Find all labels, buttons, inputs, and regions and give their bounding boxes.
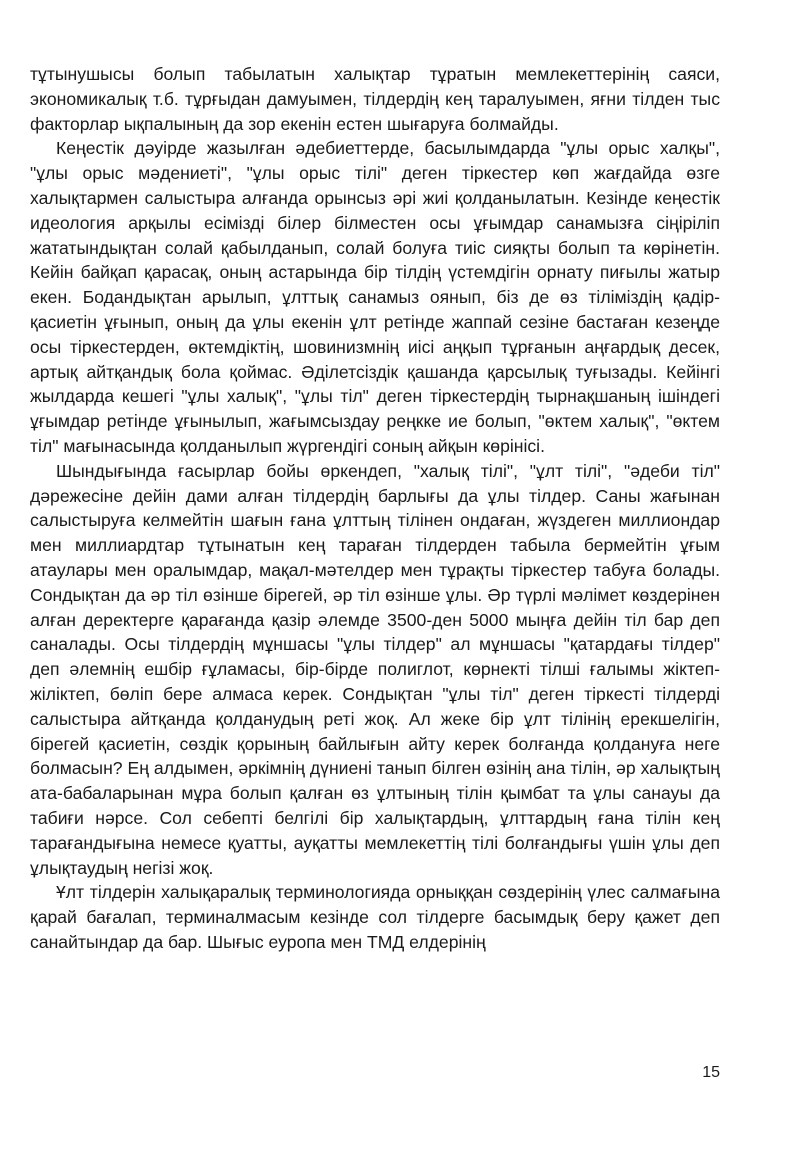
document-body [30, 62, 720, 955]
paragraph-2: Кеңестік дәуірде жазылған әдебиеттерде, басылымдарда "ұлы орыс халқы", "ұлы орыс мәдениеті", "ұлы орыс тілі" деген тіркестер көп жағдайда өзге халықтармен салыстыра алғанда орынсыз әрі жиі қолданылатын. Кезінде кеңестік идеология арқылы есімізді білер білместен осы ұғымдар санамызға сіңіріліп жататындықтан солай қабылданып, солай болуға тиіс сияқты болып та көрінетін. Кейін байқап қарасақ, оның астарында бір тілдің үстемдігін орнату пиғылы жатыр екен. Бодандықтан арылып, ұлттық санамыз оянып, біз де өз тіліміздің қадір-қасиетін ұғынып, оның да ұлы екенін ұлт ретінде жаппай сезіне бастаған кезеңде осы тіркестерден, өктемдіктің, шовинизмнің иісі аңқып тұрғанын аңғардық десек, артық айтқандық бола қоймас. Әділетсіздік қашанда қарсылық туғызады. Кейінгі жылдарда кешегі "ұлы халық", "ұлы тіл" деген тіркестердің тырнақшаның ішіндегі ұғымдар ретінде ұғынылып, жағымсыздау реңкке ие болып, "өктем халық", "өктем тіл" мағынасында қолданылып жүргендігі соның айқын көрінісі. [30, 138, 720, 456]
page-number: 15 [702, 1064, 720, 1081]
paragraph-3: Шындығында ғасырлар бойы өркендеп, "халық тілі", "ұлт тілі", "әдеби тіл" дәрежесіне дейін дами алған тілдердің барлығы да ұлы тілдер. Саны жағынан салыстыруға келмейтін шағын ғана ұлттың тілінен ондаған, жүздеген миллиондар мен миллиардтар тұтынатын кең тараған тілдерден табыла бермейтін ұғым атаулары мен оралымдар, мақал-мәтелдер мен тұрақты тіркестер табуға болады. Сондықтан да әр тіл өзінше бірегей, әр тіл өзінше ұлы. Әр түрлі мәлімет көздерінен алған деректерге қарағанда қазір әлемде 3500-ден 5000 мыңға дейін тіл бар деп саналады. Осы тілдердің мұншасы "ұлы тілдер" ал мұншасы "қатардағы тілдер" деп әлемнің ешбір ғұламасы, бір-бірде полиглот, көрнекті тілші ғалымы жіктеп-жіліктеп, бөліп бере алмаса керек. Сондықтан "ұлы тіл" деген тіркесті тілдерді салыстыра айтқанда қолданудың реті жоқ. Ал жеке бір ұлт тілінің ерекшелігін, бірегей қасиетін, сөздік қорының байлығын айту керек болғанда қолдануға неге болмасын? Ең алдымен, әркімнің дүниені танып білген өзінің ана тілін, әр халықтың ата-бабаларынан мұра болып қалған өз ұлтының тілін қымбат та ұлы санауы да табиғи нәрсе. Сол себепті белгілі бір халықтардың, ұлттардың ғана тілін кең тарағандығына немесе қуатты, ауқатты мемлекеттің тілі болғандығы үшін ұлы деп ұлықтаудың негізі жоқ. [30, 460, 720, 878]
paragraph-1: тұтынушысы болып табылатын халықтар тұратын мемлекеттерінің саяси, экономикалық т.б. тұрғыдан дамуымен, тілдердің кең таралуымен, яғни тілден тыс факторлар ықпалының да зор екенін естен шығаруға болмайды. [30, 64, 720, 134]
paragraph-4: Ұлт тілдерін халықаралық терминологияда орныққан сөздерінің үлес салмағына қарай бағалап, терминалмасым кезінде сол тілдерге басымдық беру қажет деп санайтындар да бар. Шығыс еуропа мен ТМД елдерінің [30, 882, 720, 952]
